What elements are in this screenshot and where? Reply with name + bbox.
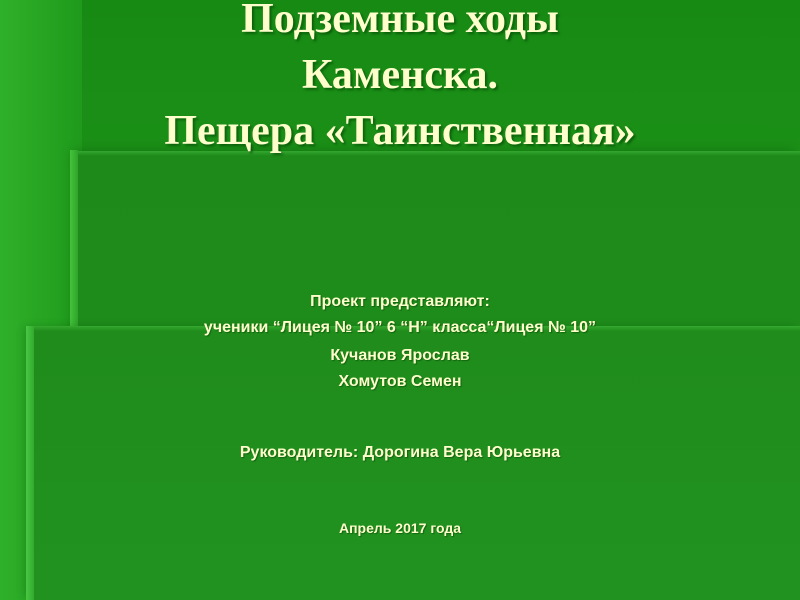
title-line-3: Пещера «Таинственная» [164, 108, 636, 154]
title-line-1: Подземные ходы [241, 0, 559, 42]
student-name-2: Хомутов Семен [338, 373, 462, 390]
student-name-1: Кучанов Ярослав [330, 347, 470, 364]
supervisor-line: Руководитель: Дорогина Вера Юрьевна [239, 444, 561, 461]
date-line: Апрель 2017 года [338, 520, 461, 536]
decorative-front-panel [30, 330, 800, 600]
students-line: ученики “Лицея № 10” 6 “Н” класса“Лицея № 10” [203, 319, 597, 336]
title-line-2: Каменска. [301, 52, 499, 98]
presenters-label: Проект представляют: [310, 293, 490, 310]
decorative-front-panel-left-edge [26, 326, 34, 600]
